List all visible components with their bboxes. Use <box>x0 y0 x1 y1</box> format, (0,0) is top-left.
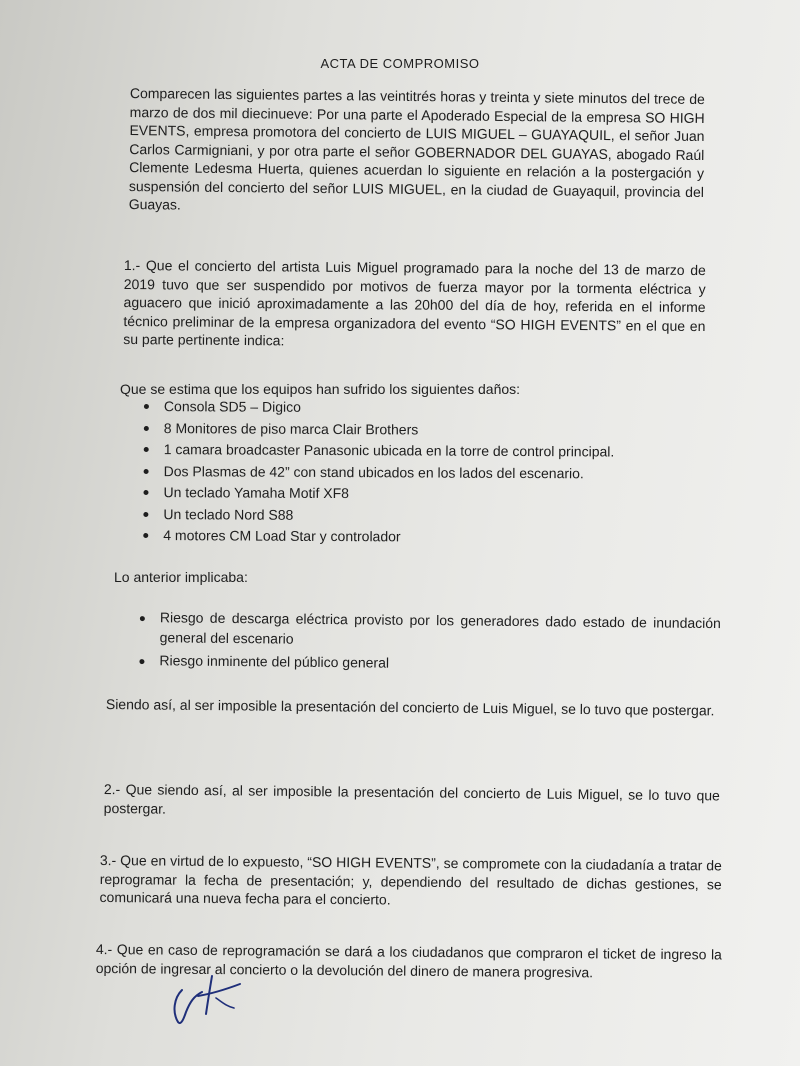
list-item: 1 camara broadcaster Panasonic ubicada en la torre de control principal. <box>140 439 615 463</box>
document-title: ACTA DE COMPROMISO <box>320 56 480 71</box>
damages-intro: Que se estima que los equipos han sufrido los siguientes daños: <box>120 381 521 397</box>
list-item: Riesgo de descarga eléctrica provisto por los generadores dado estado de inundación general del escenario <box>136 608 721 653</box>
item-2-paragraph: 2.- Que siendo así, al ser imposible la presentación del concierto de Luis Miguel, se lo tuvo que postergar. <box>103 780 720 817</box>
implications-intro: Lo anterior implicaba: <box>114 569 248 585</box>
risks-list <box>135 608 721 677</box>
list-item: 8 Monitores de piso marca Clair Brothers <box>140 417 615 441</box>
intro-paragraph: Comparecen las siguientes partes a las veintitrés horas y treinta y siete minutos del trece de marzo de dos mil diecinueve: Por una parte el Apoderado Especial de la empresa SO HIGH EVENTS, empresa promotora del concierto de LUIS MIGUEL – GUAYAQUIL, el señor Juan Carlos Carmigniani, y por otra parte el señor GOBERNADOR DEL GUAYAS, abogado Raúl Clemente Ledesma Huerta, quienes acuerdan lo siguiente en relación a la postergación y suspensión del concierto del señor LUIS MIGUEL, en la ciudad de Guayaquil, provincia del Guayas. <box>128 84 705 213</box>
list-item: Un teclado Yamaha Motif XF8 <box>139 482 614 506</box>
handwritten-signature <box>168 968 258 1028</box>
list-item: Un teclado Nord S88 <box>139 503 614 527</box>
item-1-paragraph: 1.- Que el concierto del artista Luis Miguel programado para la noche del 13 de marzo de 2019 tuvo que ser suspendido por motivos de fuerza mayor por la tormenta eléctrica y aguacero que inició aproximadamente a las 20h00 del día de hoy, referida en el informe técnico preliminar de la empresa organizadora del evento “SO HIGH EVENTS” en el que en su parte pertinente indica: <box>123 256 706 349</box>
conclusion-paragraph: Siendo así, al ser imposible la presentación del concierto de Luis Miguel, se lo tuvo que postergar. <box>105 695 715 719</box>
list-item: Riesgo inminente del público general <box>135 651 720 677</box>
list-item: Dos Plasmas de 42” con stand ubicados en los lados del escenario. <box>140 460 615 484</box>
item-3-paragraph: 3.- Que en virtud de lo expuesto, “SO HIGH EVENTS”, se compromete con la ciudadanía a tratar de reprogramar la fecha de presentación; y, dependiendo del resultado de dichas gestiones, se comunicará una nueva fecha para el concierto. <box>99 851 722 908</box>
item-4-paragraph: 4.- Que en caso de reprogramación se dará a los ciudadanos que compraron el ticket de ingreso la opción de ingresar al concierto o la devolución del dinero de manera progresiva. <box>95 940 722 980</box>
damages-list <box>139 396 614 549</box>
list-item: 4 motores CM Load Star y controlador <box>139 525 614 549</box>
list-item: Consola SD5 – Digico <box>140 396 615 420</box>
